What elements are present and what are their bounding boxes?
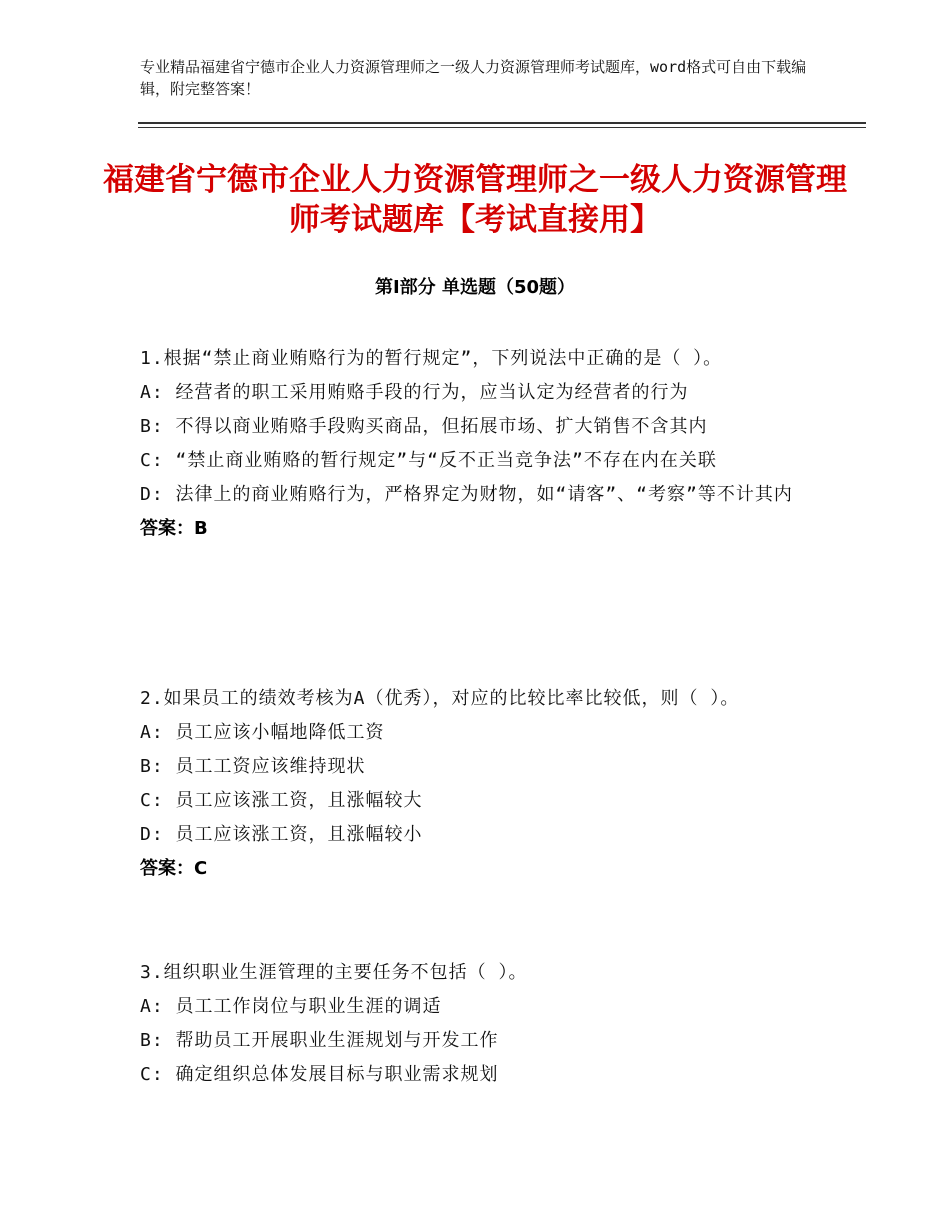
option-b: B: 员工工资应该维持现状 — [140, 756, 366, 777]
header-rule-thin — [138, 127, 866, 128]
question-stem: 1.根据“禁止商业贿赂行为的暂行规定”，下列说法中正确的是（ ）。 — [140, 348, 723, 369]
option-a: A: 员工工作岗位与职业生涯的调适 — [140, 996, 442, 1017]
option-c: C: 员工应该涨工资，且涨幅较大 — [140, 790, 423, 811]
option-a: A: 员工应该小幅地降低工资 — [140, 722, 385, 743]
question-stem: 3.组织职业生涯管理的主要任务不包括（ ）。 — [140, 962, 528, 983]
question-1 — [140, 342, 810, 546]
document-title: 福建省宁德市企业人力资源管理师之一级人力资源管理师考试题库【考试直接用】 — [103, 162, 847, 238]
header-note: 专业精品福建省宁德市企业人力资源管理师之一级人力资源管理师考试题库，word格式可自由下载编辑，附完整答案！ — [140, 58, 807, 98]
option-b: B: 帮助员工开展职业生涯规划与开发工作 — [140, 1030, 499, 1051]
question-2 — [140, 682, 810, 886]
answer-text: 答案：C — [140, 858, 208, 879]
header-rule-thick — [138, 122, 866, 124]
option-c: C: “禁止商业贿赂的暂行规定”与“反不正当竞争法”不存在内在关联 — [140, 450, 717, 471]
question-stem: 2.如果员工的绩效考核为A（优秀），对应的比较比率比较低，则（ ）。 — [140, 688, 740, 709]
option-b: B: 不得以商业贿赂手段购买商品，但拓展市场、扩大销售不含其内 — [140, 416, 708, 437]
option-d: D: 法律上的商业贿赂行为，严格界定为财物，如“请客”、“考察”等不计其内 — [140, 484, 793, 505]
option-c: C: 确定组织总体发展目标与职业需求规划 — [140, 1064, 499, 1085]
option-d: D: 员工应该涨工资，且涨幅较小 — [140, 824, 423, 845]
option-a: A: 经营者的职工采用贿赂手段的行为，应当认定为经营者的行为 — [140, 382, 689, 403]
answer-text: 答案：B — [140, 518, 208, 539]
section-title: 第Ⅰ部分 单选题（50题） — [374, 277, 575, 298]
question-3 — [140, 956, 810, 1092]
